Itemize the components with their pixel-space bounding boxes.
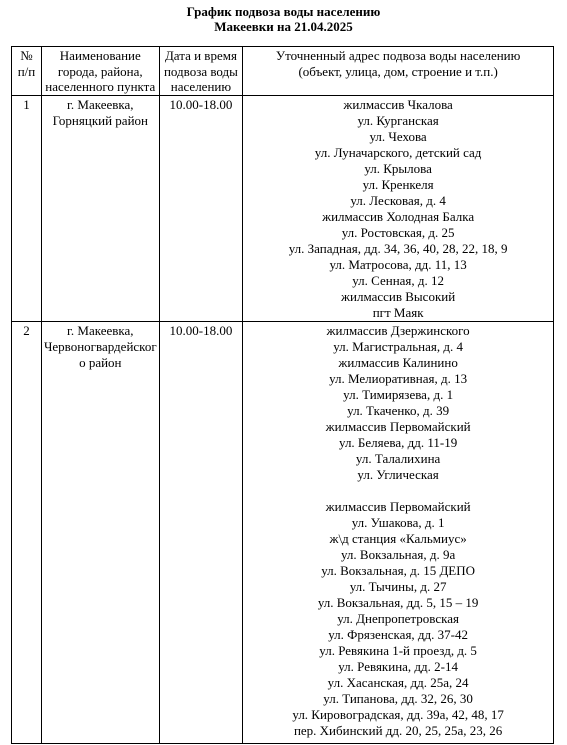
table-row — [12, 95, 554, 321]
address-line: ул. Углическая — [357, 466, 439, 482]
address-line: ул. Ростовская, д. 25 — [341, 224, 455, 240]
document-title — [0, 4, 567, 34]
address-line: жилмассив Первомайский — [325, 498, 471, 514]
row-number: 2 — [12, 321, 42, 743]
address-line: ул. Вокзальная, дд. 5, 15 – 19 — [317, 594, 479, 610]
header-address-line: Уточненный адрес подвоза воды населению — [275, 48, 521, 63]
row-city — [41, 95, 159, 321]
address-line: жилмассив Чкалова — [343, 96, 453, 112]
title-line-2: Макеевки на 21.04.2025 — [214, 19, 353, 34]
address-line: ул. Чехова — [369, 128, 427, 144]
address-line: ул. Кренкеля — [362, 176, 434, 192]
address-line: ул. Мелиоративная, д. 13 — [329, 370, 468, 386]
address-line: жилмассив Холодная Балка — [322, 208, 475, 224]
header-number-line: № — [20, 48, 33, 63]
address-line: ул. Матросова, дд. 11, 13 — [329, 256, 467, 272]
header-time-line: подвоза воды — [163, 63, 238, 79]
address-line: ул. Ткаченко, д. 39 — [347, 402, 450, 418]
address-line: ул. Ушакова, д. 1 — [351, 514, 445, 530]
title-line-1: График подвоза воды населению — [186, 4, 381, 19]
header-time — [159, 47, 243, 96]
address-blank-line — [245, 483, 551, 499]
address-line: ул. Ревякина 1-й проезд, д. 5 — [319, 642, 477, 658]
address-line: ул. Крылова — [364, 160, 432, 176]
row-time: 10.00-18.00 — [159, 95, 243, 321]
address-line: ул. Курганская — [357, 112, 439, 128]
row-city — [41, 321, 159, 743]
table-header-row — [12, 47, 554, 96]
header-city — [41, 47, 159, 96]
address-line: жилмассив Калинино — [338, 354, 458, 370]
address-line: ул. Кировоградская, дд. 39а, 42, 48, 17 — [292, 706, 504, 722]
address-line: ж\д станция «Кальмиус» — [329, 530, 467, 546]
address-line: жилмассив Дзержинского — [326, 322, 470, 338]
header-city-line: Наименование — [59, 48, 141, 63]
row-number: 1 — [12, 95, 42, 321]
address-line: пгт Маяк — [372, 304, 424, 320]
city-line: Червоногвардейског — [43, 338, 157, 354]
address-line: пер. Хибинский дд. 20, 25, 25а, 23, 26 — [293, 722, 503, 738]
address-line: ул. Тычины, д. 27 — [349, 578, 447, 594]
address-line: ул. Талалихина — [355, 450, 441, 466]
address-line: ул. Сенная, д. 12 — [352, 272, 445, 288]
water-delivery-table — [11, 46, 554, 744]
address-line: ул. Фрязенская, дд. 37-42 — [328, 626, 468, 642]
address-line: ул. Ревякина, дд. 2-14 — [338, 658, 458, 674]
table-row — [12, 321, 554, 743]
header-time-line: населению — [170, 79, 232, 94]
address-line: ул. Тимирязева, д. 1 — [343, 386, 454, 402]
city-line: Горняцкий район — [52, 112, 148, 128]
address-line: ул. Магистральная, д. 4 — [333, 338, 463, 354]
address-line: жилмассив Первомайский — [325, 418, 471, 434]
header-time-line: Дата и время — [164, 48, 237, 63]
address-line: жилмассив Высокий — [341, 288, 456, 304]
header-city-line: населенного пункта — [45, 79, 156, 94]
city-line: о район — [79, 354, 122, 370]
address-line: ул. Вокзальная, д. 15 ДЕПО — [321, 562, 476, 578]
address-line: ул. Беляева, дд. 11-19 — [339, 434, 458, 450]
header-city-line: города, района, — [57, 63, 143, 79]
city-line: г. Макеевка, — [67, 96, 134, 112]
address-line: ул. Западная, дд. 34, 36, 40, 28, 22, 18, 9 — [288, 240, 508, 256]
header-address — [243, 47, 554, 96]
header-number-line: п/п — [17, 63, 36, 79]
address-line: ул. Днепропетровская — [337, 610, 459, 626]
row-time: 10.00-18.00 — [159, 321, 243, 743]
address-line: ул. Хасанская, дд. 25а, 24 — [327, 674, 469, 690]
row-addresses — [243, 321, 554, 743]
header-number — [12, 47, 42, 96]
row-addresses — [243, 95, 554, 321]
address-line: ул. Лесковая, д. 4 — [350, 192, 446, 208]
header-address-line: (объект, улица, дом, строение и т.п.) — [298, 63, 498, 79]
city-line: г. Макеевка, — [67, 322, 134, 338]
address-line: ул. Вокзальная, д. 9а — [340, 546, 456, 562]
address-line: ул. Типанова, дд. 32, 26, 30 — [323, 690, 473, 706]
address-line: ул. Луначарского, детский сад — [314, 144, 482, 160]
